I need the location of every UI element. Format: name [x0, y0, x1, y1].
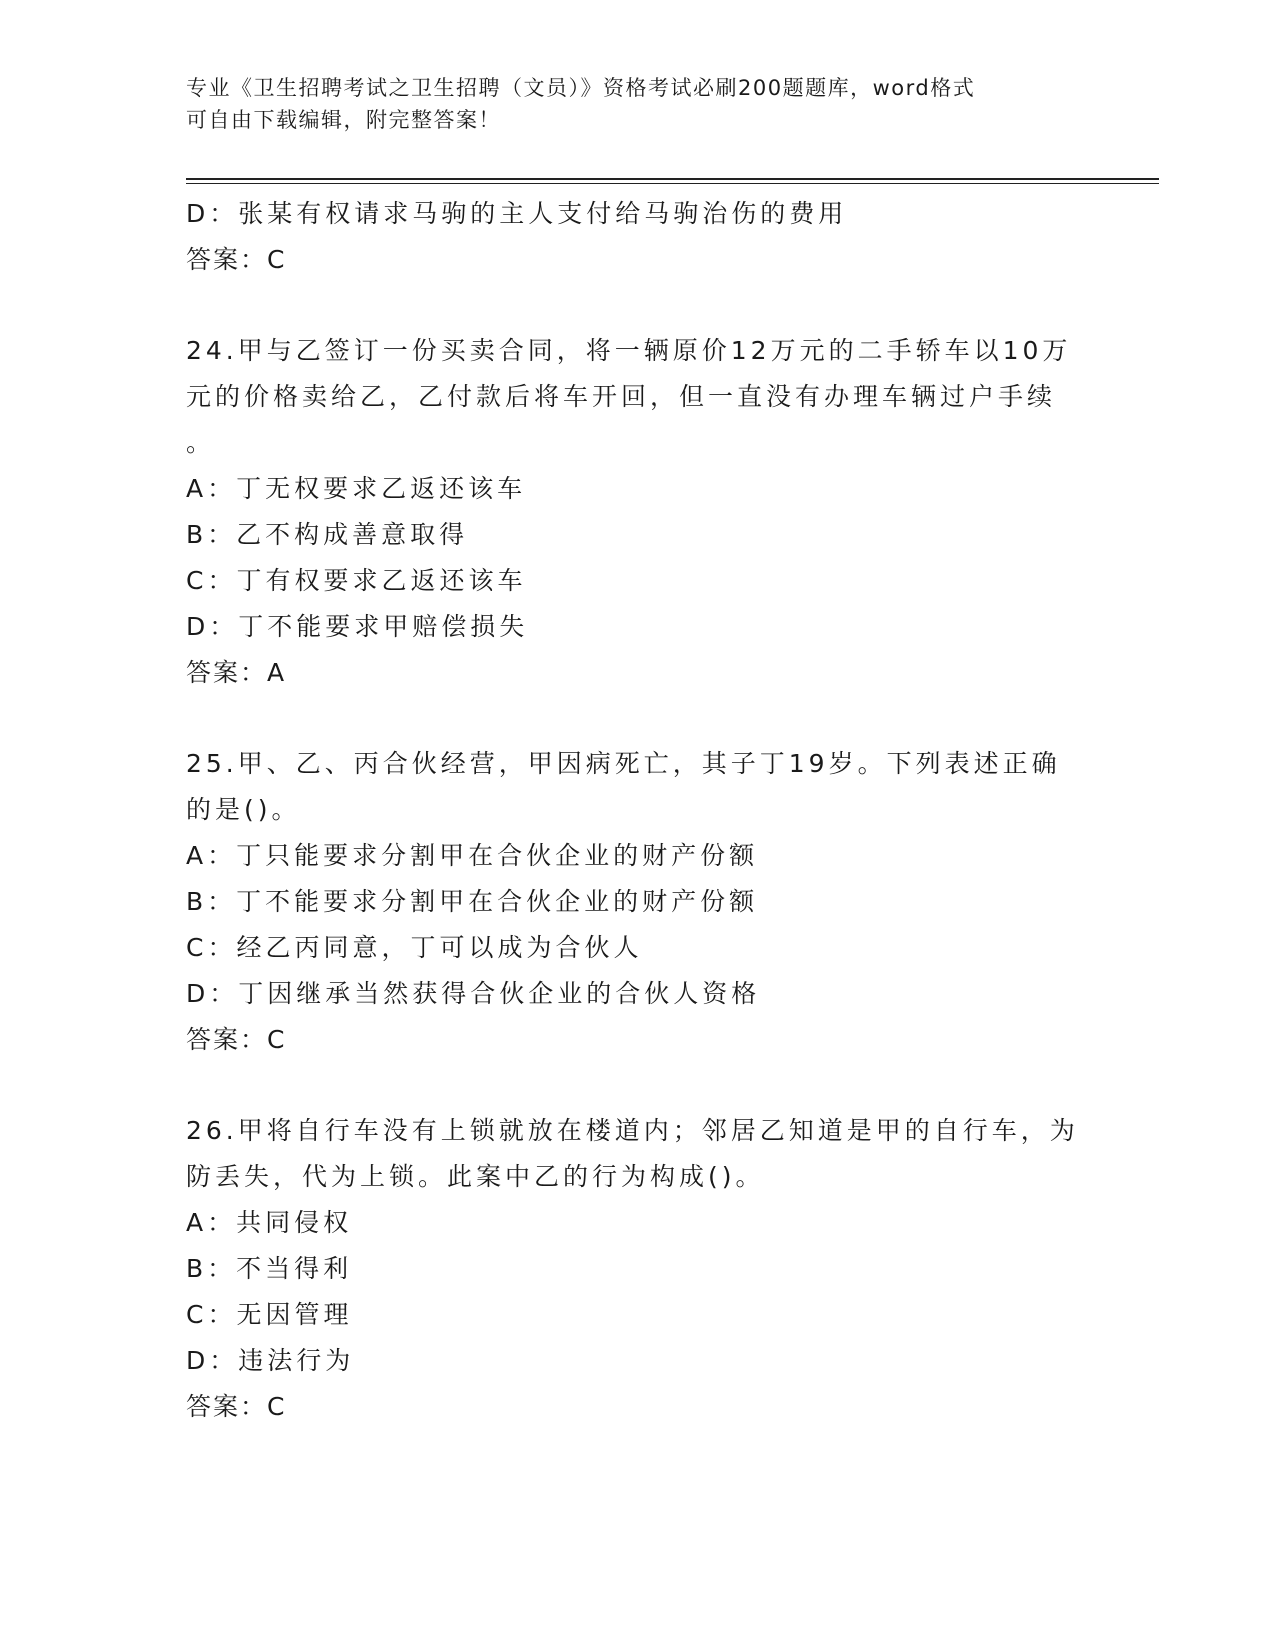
header-line-1: 专业《卫生招聘考试之卫生招聘（文员）》资格考试必刷200题题库，word格式	[186, 76, 976, 100]
option-a: A：共同侵权	[186, 1208, 353, 1237]
question-24	[186, 328, 1072, 696]
question-stem-line: 26.甲将自行车没有上锁就放在楼道内；邻居乙知道是甲的自行车，为	[186, 1116, 1079, 1145]
option-b: B：不当得利	[186, 1254, 353, 1283]
option-d: D：违法行为	[186, 1346, 355, 1375]
question-stem-line: 24.甲与乙签订一份买卖合同，将一辆原价12万元的二手轿车以10万	[186, 336, 1072, 365]
answer-line: 答案：C	[186, 245, 287, 274]
option-a: A：丁无权要求乙返还该车	[186, 474, 527, 503]
question-content	[186, 191, 1079, 1430]
page-header	[186, 72, 1086, 136]
option-c: C：丁有权要求乙返还该车	[186, 566, 527, 595]
option-c: C：无因管理	[186, 1300, 353, 1329]
answer-line: 答案：A	[186, 658, 287, 687]
question-stem-line: 元的价格卖给乙，乙付款后将车开回，但一直没有办理车辆过户手续	[186, 382, 1057, 411]
header-divider-thick	[186, 178, 1159, 180]
question-stem-line: 的是()。	[186, 795, 301, 824]
question-stem-line: 25.甲、乙、丙合伙经营，甲因病死亡，其子丁19岁。下列表述正确	[186, 749, 1061, 778]
option-d: D：丁因继承当然获得合伙企业的合伙人资格	[186, 979, 761, 1008]
answer-line: 答案：C	[186, 1025, 287, 1054]
header-line-2: 可自由下载编辑，附完整答案！	[186, 108, 501, 132]
option-b: B：丁不能要求分割甲在合伙企业的财产份额	[186, 887, 759, 916]
option-d: D：张某有权请求马驹的主人支付给马驹治伤的费用	[186, 199, 848, 228]
option-b: B：乙不构成善意取得	[186, 520, 469, 549]
option-d: D：丁不能要求甲赔偿损失	[186, 612, 529, 641]
spacer	[186, 696, 1066, 741]
option-c: C：经乙丙同意，丁可以成为合伙人	[186, 933, 643, 962]
header-divider-thin	[186, 183, 1159, 184]
question-25	[186, 741, 1066, 1063]
answer-line: 答案：C	[186, 1392, 287, 1421]
question-stem-line: 防丢失，代为上锁。此案中乙的行为构成()。	[186, 1162, 765, 1191]
spacer	[186, 283, 1066, 328]
question-26	[186, 1108, 1079, 1430]
carryover-block	[186, 191, 1066, 283]
option-a: A：丁只能要求分割甲在合伙企业的财产份额	[186, 841, 759, 870]
spacer	[186, 1063, 1066, 1108]
question-stem-line: 。	[186, 428, 216, 457]
